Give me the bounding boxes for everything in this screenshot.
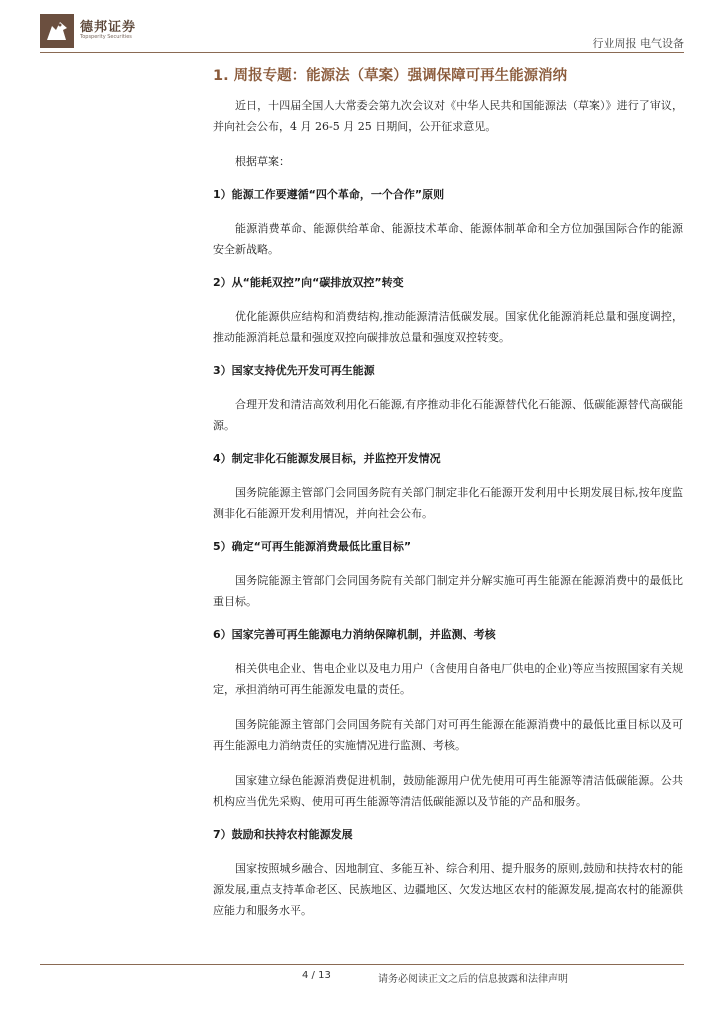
item-paragraph: 国务院能源主管部门会同国务院有关部门对可再生能源在能源消费中的最低比重目标以及可再生能源电力消纳责任的实施情况进行监测、考核。 [213,718,683,752]
footer-divider [40,964,684,965]
item-heading-4: 4）制定非化石能源发展目标，并监控开发情况 [213,452,441,465]
item-paragraph: 国务院能源主管部门会同国务院有关部门制定非化石能源开发利用中长期发展目标,按年度监测非化石能源开发利用情况，并向社会公布。 [213,486,683,520]
item-paragraph: 优化能源供应结构和消费结构,推动能源清洁低碳发展。国家优化能源消耗总量和强度调控，推动能源消耗总量和强度双控向碳排放总量和强度双控转变。 [213,310,683,344]
item-heading-2: 2）从“能耗双控”向“碳排放双控”转变 [213,276,404,289]
item-paragraph: 国家建立绿色能源消费促进机制，鼓励能源用户优先使用可再生能源等清洁低碳能源。公共机构应当优先采购、使用可再生能源等清洁低碳能源以及节能的产品和服务。 [213,774,683,808]
item-paragraph: 能源消费革命、能源供给革命、能源技术革命、能源体制革命和全方位加强国际合作的能源安全新战略。 [213,222,683,256]
intro-paragraph: 近日，十四届全国人大常委会第九次会议对《中华人民共和国能源法（草案）》进行了审议，并向社会公布，4 月 26-5 月 25 日期间，公开征求意见。 [213,99,683,133]
logo-icon [40,14,74,48]
header-divider [40,52,684,53]
item-paragraph: 合理开发和清洁高效利用化石能源,有序推动非化石能源替代化石能源、低碳能源替代高碳能源。 [213,398,683,432]
report-body [213,64,683,935]
item-heading-1: 1）能源工作要遵循“四个革命，一个合作”原则 [213,188,445,201]
item-heading-3: 3）国家支持优先开发可再生能源 [213,364,375,377]
company-logo [40,14,180,48]
legal-disclaimer: 请务必阅读正文之后的信息披露和法律声明 [378,974,568,985]
item-heading-5: 5）确定“可再生能源消费最低比重目标” [213,540,412,553]
section-title: 1. 周报专题：能源法（草案）强调保障可再生能源消纳 [213,68,568,84]
item-paragraph: 相关供电企业、售电企业以及电力用户（含使用自备电厂供电的企业)等应当按照国家有关规定，承担消纳可再生能源发电量的责任。 [213,662,683,696]
page-number: 4 / 13 [302,970,331,981]
report-category: 行业周报 电气设备 [592,37,684,50]
item-paragraph: 国务院能源主管部门会同国务院有关部门制定并分解实施可再生能源在能源消费中的最低比重目标。 [213,574,683,608]
logo-english-name: Topsperity Securities [80,34,132,40]
item-paragraph: 国家按照城乡融合、因地制宜、多能互补、综合利用、提升服务的原则,鼓励和扶持农村的能源发展,重点支持革命老区、民族地区、边疆地区、欠发达地区农村的能源发展,提高农村的能源供应能力和服务水平。 [213,862,683,917]
item-heading-7: 7）鼓励和扶持农村能源发展 [213,828,353,841]
logo-chinese-name: 德邦证券 [80,20,137,35]
basis-paragraph: 根据草案： [235,155,290,168]
item-heading-6: 6）国家完善可再生能源电力消纳保障机制，并监测、考核 [213,628,496,641]
